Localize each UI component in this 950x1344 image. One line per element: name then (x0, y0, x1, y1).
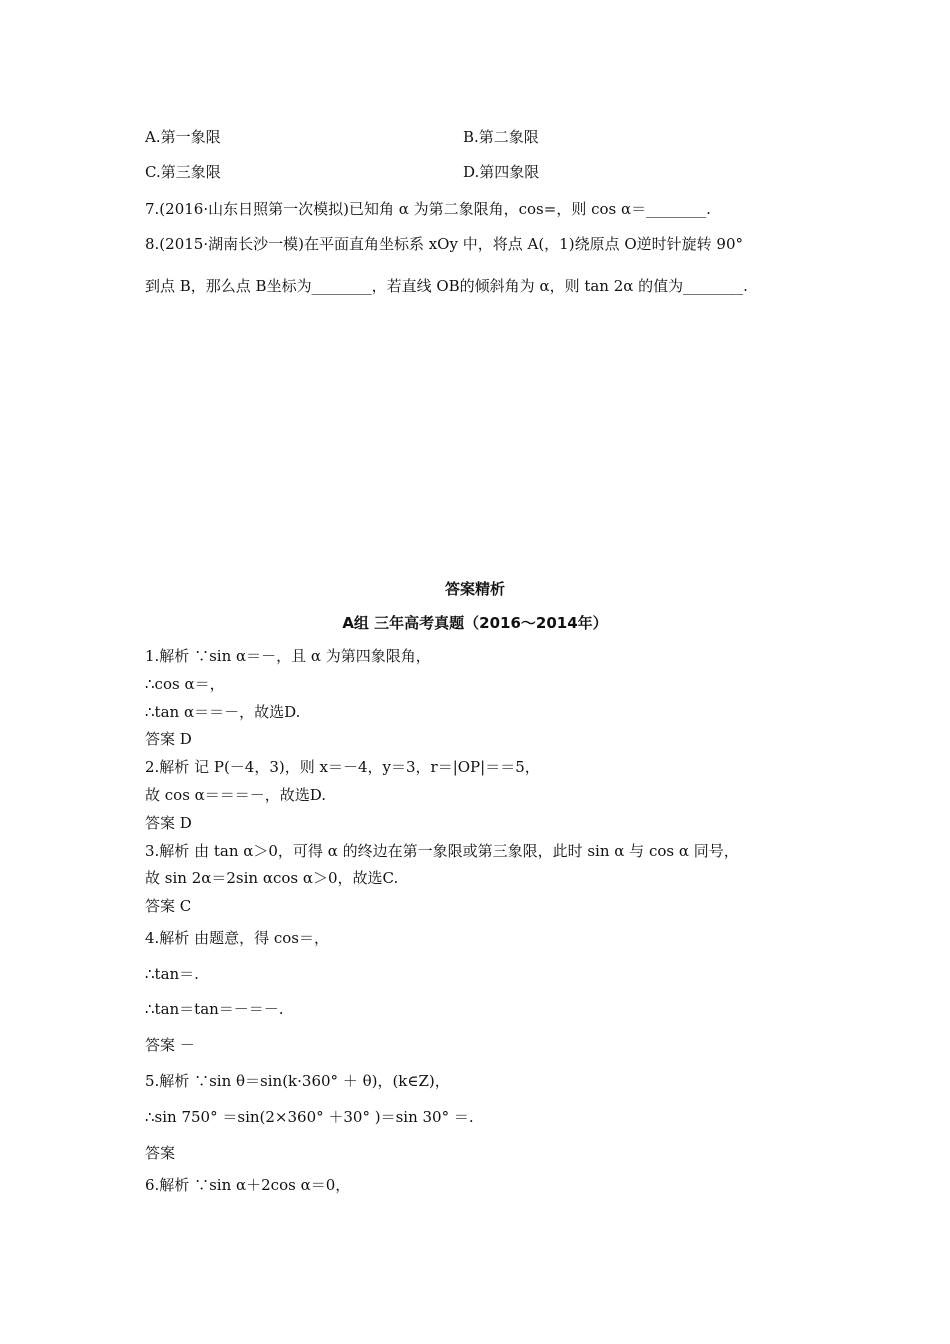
option-a: A.第一象限 (145, 128, 221, 146)
answers-subheading: A组 三年高考真题（2016～2014年） (342, 614, 608, 632)
answer-line: 4.解析 由题意，得 cos＝， (145, 929, 329, 947)
answer-line: 答案 D (145, 730, 192, 748)
option-d: D.第四象限 (463, 163, 540, 181)
answer-line: ∴tan＝. (145, 965, 199, 983)
answer-line: 故 cos α＝＝＝－，故选D. (145, 786, 327, 804)
answers-heading: 答案精析 (444, 580, 505, 598)
answer-line: ∴tan α＝＝－，故选D. (145, 703, 301, 721)
answer-line: 3.解析 由 tan α＞0，可得 α 的终边在第一象限或第三象限，此时 sin α 与 cos α 同号， (145, 842, 739, 860)
answer-line: 1.解析 ∵sin α＝－，且 α 为第四象限角， (145, 647, 431, 665)
answer-line: 答案 (145, 1144, 176, 1162)
question-7: 7.(2016·山东日照第一次模拟)已知角 α 为第二象限角，cos=，则 cos α＝________. (145, 200, 711, 218)
answer-line: 答案 D (145, 814, 192, 832)
answer-line: ∴cos α＝， (145, 675, 225, 693)
option-c: C.第三象限 (145, 163, 221, 181)
question-8-line-1: 8.(2015·湖南长沙一模)在平面直角坐标系 xOy 中，将点 A(，1)绕原点 O逆时针旋转 90° (145, 235, 743, 253)
question-8-line-2: 到点 B，那么点 B坐标为________，若直线 OB的倾斜角为 α，则 tan 2α 的值为________. (145, 277, 748, 295)
answer-line: ∴tan＝tan＝－＝－. (145, 1000, 284, 1018)
answer-line: 故 sin 2α＝2sin αcos α＞0，故选C. (145, 869, 399, 887)
answer-line: 5.解析 ∵sin θ＝sin(k·360° ＋ θ)，(k∈Z)， (145, 1072, 450, 1090)
answer-line: 答案 － (145, 1036, 195, 1054)
answer-line: 2.解析 记 P(－4，3)，则 x＝－4，y＝3，r＝|OP|＝＝5， (145, 758, 540, 776)
option-b: B.第二象限 (463, 128, 539, 146)
answer-line: ∴sin 750° ＝sin(2×360° ＋30° )＝sin 30° ＝. (145, 1108, 474, 1126)
answer-line: 答案 C (145, 897, 192, 915)
answer-line: 6.解析 ∵sin α＋2cos α＝0， (145, 1176, 351, 1194)
